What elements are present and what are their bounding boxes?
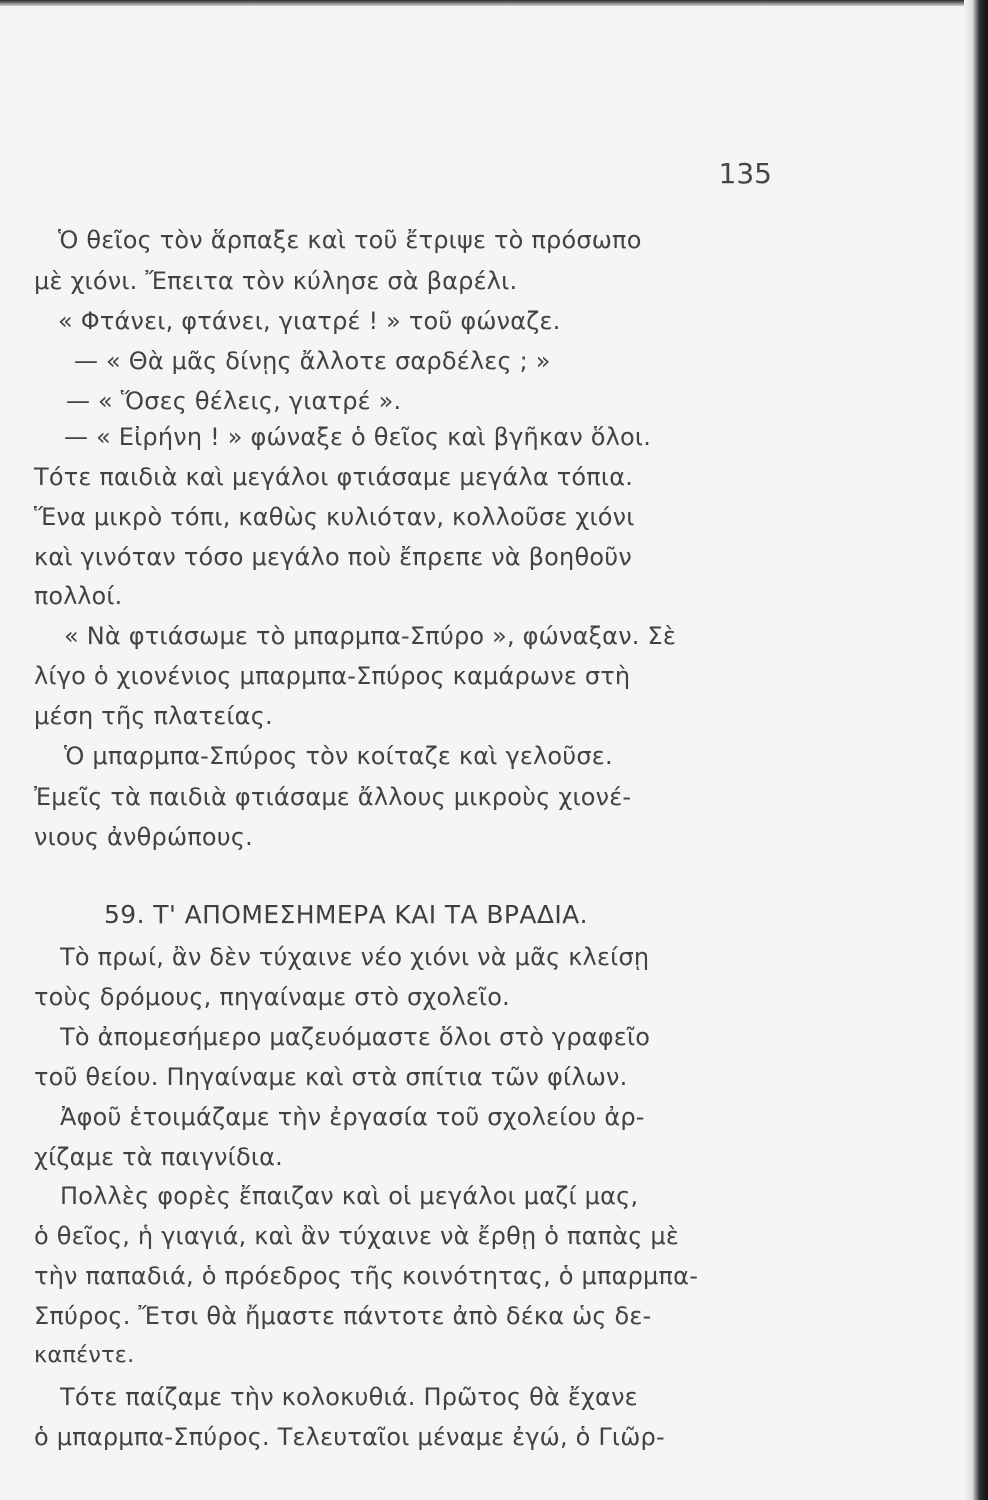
- text-line: πολλοί.: [34, 582, 123, 610]
- text-line: Ἀφοῦ ἑτοιμάζαμε τὴν ἐργασία τοῦ σχολείου ἀρ-: [60, 1103, 645, 1131]
- text-line: Ὁ μπαρμπα-Σπύρος τὸν κοίταζε καὶ γελοῦσε.: [64, 742, 613, 770]
- text-line: νιους ἀνθρώπους.: [34, 823, 253, 851]
- text-line: τοὺς δρόμους, πηγαίναμε στὸ σχολεῖο.: [34, 983, 510, 1011]
- text-line: Τὸ ἀπομεσήμερο μαζευόμαστε ὅλοι στὸ γραφεῖο: [60, 1023, 651, 1051]
- text-line: Σπύρος. Ἔτσι θὰ ἤμαστε πάντοτε ἀπὸ δέκα ὡς δε-: [34, 1302, 652, 1330]
- text-line: καπέντε.: [34, 1342, 135, 1368]
- text-line: Ἐμεῖς τὰ παιδιὰ φτιάσαμε ἄλλους μικροὺς χιονέ-: [34, 783, 632, 811]
- text-line: « Νὰ φτιάσωμε τὸ μπαρμπα-Σπύρο », φώναξαν. Σὲ: [64, 622, 676, 650]
- text-line: τὴν παπαδιά, ὁ πρόεδρος τῆς κοινότητας, ὁ μπαρμπα-: [34, 1262, 699, 1290]
- text-line: — « Εἰρήνη ! » φώναξε ὁ θεῖος καὶ βγῆκαν ὅλοι.: [64, 423, 652, 451]
- text-line: χίζαμε τὰ παιγνίδια.: [34, 1143, 284, 1171]
- text-line: ὁ θεῖος, ἡ γιαγιά, καὶ ἂν τύχαινε νὰ ἔρθῃ ὁ παπὰς μὲ: [34, 1222, 680, 1250]
- text-line: — « Ὅσες θέλεις, γιατρέ ».: [66, 387, 402, 415]
- text-line: τοῦ θείου. Πηγαίναμε καὶ στὰ σπίτια τῶν φίλων.: [34, 1063, 628, 1091]
- text-line: Ἕνα μικρὸ τόπι, καθὼς κυλιόταν, κολλοῦσε χιόνι: [34, 503, 635, 531]
- text-line: Ὁ θεῖος τὸν ἅρπαξε καὶ τοῦ ἔτριψε τὸ πρόσωπο: [58, 226, 642, 254]
- text-line: Πολλὲς φορὲς ἔπαιζαν καὶ οἱ μεγάλοι μαζί μας,: [60, 1182, 639, 1210]
- text-line: μὲ χιόνι. Ἔπειτα τὸν κύλησε σὰ βαρέλι.: [34, 267, 518, 295]
- text-line: καὶ γινόταν τόσο μεγάλο ποὺ ἔπρεπε νὰ βοηθοῦν: [34, 543, 632, 571]
- section-heading: 59. Τ' ΑΠΟΜΕΣΗΜΕΡΑ ΚΑΙ ΤΑ ΒΡΑΔΙΑ.: [104, 900, 589, 929]
- text-line: — « Θὰ μᾶς δίνῃς ἄλλοτε σαρδέλες ; »: [74, 347, 551, 375]
- text-line: Τότε παίζαμε τὴν κολοκυθιά. Πρῶτος θὰ ἔχανε: [60, 1383, 638, 1411]
- text-line: μέση τῆς πλατείας.: [34, 702, 273, 730]
- text-line: « Φτάνει, φτάνει, γιατρέ ! » τοῦ φώναζε.: [58, 307, 561, 335]
- page-number: 135: [718, 157, 772, 190]
- text-line: ὁ μπαρμπα-Σπύρος. Τελευταῖοι μέναμε ἐγώ, ὁ Γιῶρ-: [34, 1423, 665, 1451]
- text-line: Τότε παιδιὰ καὶ μεγάλοι φτιάσαμε μεγάλα τόπια.: [34, 463, 634, 491]
- text-line: Τὸ πρωί, ἂν δὲν τύχαινε νέο χιόνι νὰ μᾶς κλείσῃ: [60, 943, 650, 971]
- text-line: λίγο ὁ χιονένιος μπαρμπα-Σπύρος καμάρωνε στὴ: [34, 662, 631, 690]
